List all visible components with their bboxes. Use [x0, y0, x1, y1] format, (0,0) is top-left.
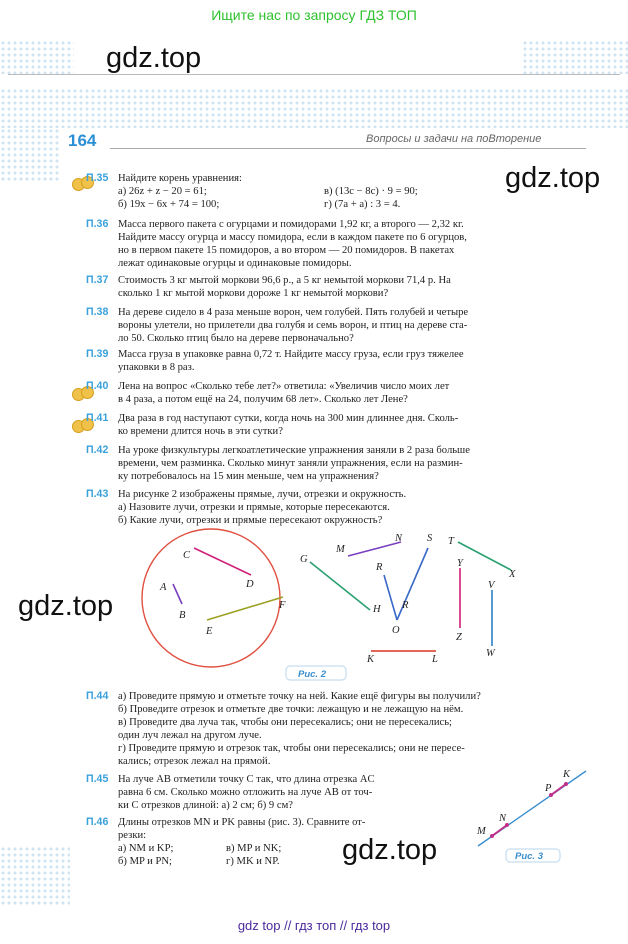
figure-caption: Рис. 3 — [515, 851, 543, 862]
point-label: B — [179, 610, 186, 621]
problem-text: упаковки в 8 раз. — [118, 362, 195, 373]
search-banner[interactable]: Ищите нас по запросу ГДЗ ТОП — [211, 7, 417, 23]
problem-text: а) Проведите прямую и отметьте точку на ней. Какие ещё фигуры вы получили? — [118, 691, 481, 702]
watermark: gdz.top — [106, 42, 202, 74]
problem-text: На луче AB отметили точку C так, что длина отрезка AC — [118, 774, 375, 785]
problem-text: сколько 1 кг мытой моркови дороже 1 кг немытой моркови? — [118, 288, 389, 299]
problem-text: б) Какие лучи, отрезки и прямые пересекают окружность? — [118, 515, 383, 526]
answer-option: б) 19x − 6x + 74 = 100; — [118, 199, 220, 210]
segment-pk — [551, 784, 566, 795]
point-label: T — [448, 536, 454, 547]
segment-mn — [348, 542, 401, 556]
point-label: G — [300, 554, 308, 565]
problem-text: один луч лежал на другом луче. — [118, 730, 262, 741]
point-label: A — [160, 582, 167, 593]
problem-text: Два раза в год наступают сутки, когда ночь на 300 мин длиннее дня. Сколь- — [118, 413, 459, 424]
point-label: C — [183, 550, 191, 561]
watermark: gdz.top — [18, 590, 114, 622]
problem-text: Найдите массу огурца и массу помидора, если в каждом пакете по 6 огурцов, — [118, 232, 467, 243]
answer-option: г) (7a + a) : 3 = 4. — [324, 199, 401, 210]
problem-text: вороны улетели, но прилетели два голубя и семь ворон, и птиц на дереве ста- — [118, 320, 468, 331]
problem-text: На дереве сидело в 4 раза меньше ворон, чем голубей. Пять голубей и четыре — [118, 307, 469, 318]
point-label: E — [206, 626, 213, 637]
ray-gh — [310, 562, 370, 610]
problem-label: П.46 — [86, 816, 109, 828]
point-label: N — [395, 533, 403, 544]
problem-text: На уроке физкультуры легкоатлетические упражнения заняли в 2 раза больше — [118, 445, 470, 456]
answer-option: в) MP и NK; — [226, 843, 282, 854]
answer-option: б) MP и PN; — [118, 856, 172, 867]
answer-option: а) 26z + z − 20 = 61; — [118, 186, 207, 197]
problem-text: в 4 раза, а потом ещё на 24, получим 68 лет». Сколько лет Лене? — [118, 394, 408, 405]
point-label: W — [486, 648, 495, 659]
problem-label: П.42 — [86, 444, 109, 456]
point-label: Z — [456, 632, 462, 643]
watermark: gdz.top — [342, 834, 438, 866]
point-label: F — [279, 600, 286, 611]
point-label: M — [336, 544, 345, 555]
point-label: D — [246, 579, 254, 590]
segment-ef — [207, 597, 283, 620]
point-label: R — [402, 600, 409, 611]
problem-label: П.38 — [86, 306, 109, 318]
point-label: S — [427, 533, 433, 544]
answer-option: в) (13c − 8c) · 9 = 90; — [324, 186, 418, 197]
point-label: V — [488, 580, 495, 591]
segment-ro — [384, 575, 397, 620]
point-label: P — [545, 783, 552, 794]
problem — [86, 773, 446, 812]
figure-caption: Рис. 2 — [298, 669, 326, 680]
problem-text: ки C отрезков длиной: а) 2 см; б) 9 см? — [118, 800, 293, 811]
problem-text: Длины отрезков MN и PK равны (рис. 3). Сравните от- — [118, 817, 366, 828]
segment-cd — [194, 548, 251, 575]
point-label: K — [563, 769, 571, 780]
problem-text: Стоимость 3 кг мытой моркови 96,6 р., а 5 кг немытой моркови 71,4 р. На — [118, 275, 451, 286]
running-header: Вопросы и задачи на поВторение — [366, 133, 542, 145]
problem-text: но в первом пакете 15 помидоров, а во втором — 20 помидоров. В пакетах — [118, 245, 455, 256]
problem-text: кались; отрезок лежал на прямой. — [118, 756, 271, 767]
problem-label: П.39 — [86, 348, 109, 360]
problem-text: резки: — [118, 830, 147, 841]
page-number: 164 — [68, 131, 97, 150]
problem-text: Масса первого пакета с огурцами и помидорами 1,92 кг, а второго — 2,32 кг. — [118, 219, 464, 230]
problem-text: ло 50. Сколько птиц было на дереве первоначально? — [118, 333, 354, 344]
answer-option: а) NM и KP; — [118, 843, 174, 854]
watermark: gdz.top — [505, 162, 601, 194]
problem-text: Лена на вопрос «Сколько тебе лет?» ответила: «Увеличив число моих лет — [118, 381, 450, 392]
problem — [86, 816, 446, 868]
problem-text: лежат одинаковые огурцы и одинаковые помидоры. — [118, 258, 352, 269]
problem-label: П.40 — [86, 380, 109, 392]
segment-tx — [458, 542, 511, 570]
problem-label: П.36 — [86, 218, 109, 230]
point-label: X — [509, 569, 516, 580]
problem-text: в) Проведите два луча так, чтобы они пересекались; они не пересекались; — [118, 717, 453, 728]
problem-text: ко времени длится ночь в эти сутки? — [118, 426, 283, 437]
point-label: R — [376, 562, 383, 573]
problem-label: П.37 — [86, 274, 109, 286]
problem-text: г) Проведите прямую и отрезок так, чтобы они пересекались; они не пересе- — [118, 743, 465, 754]
footer-links[interactable]: gdz top // гдз топ // гдз top — [237, 918, 391, 933]
segment-ab — [173, 584, 182, 604]
point-label: Y — [457, 558, 463, 569]
point — [490, 834, 494, 838]
problem — [86, 690, 596, 768]
problem-text: б) Проведите отрезок и отметьте две точки: лежащую и не лежащую на нём. — [118, 704, 464, 715]
problem-text: ку потребовалось на 15 мин меньше, чем на упражнения? — [118, 471, 379, 482]
problem-label: П.35 — [86, 172, 109, 184]
point-label: K — [367, 654, 375, 665]
point-label: O — [392, 625, 400, 636]
problem-label: П.44 — [86, 690, 109, 702]
circle — [142, 529, 280, 667]
problem-text: времени, чем разминка. Сколько минут заняли упражнения, если на размин- — [118, 458, 463, 469]
problem-text: а) Назовите лучи, отрезки и прямые, которые пересекаются. — [118, 502, 390, 513]
problem-label: П.41 — [86, 412, 109, 424]
problem-label: П.43 — [86, 488, 109, 500]
point-label: M — [477, 826, 486, 837]
point — [564, 782, 568, 786]
point-label: N — [499, 813, 507, 824]
problem-text: Найдите корень уравнения: — [118, 173, 242, 184]
answer-option: г) MK и NP. — [226, 856, 280, 867]
problem-label: П.45 — [86, 773, 109, 785]
point-label: L — [432, 654, 438, 665]
segment-mn — [492, 825, 507, 836]
point-label: H — [373, 604, 381, 615]
problem-text: На рисунке 2 изображены прямые, лучи, отрезки и окружность. — [118, 489, 407, 500]
problem-text: равна 6 см. Сколько можно отложить на луче AB от точ- — [118, 787, 373, 798]
problem-text: Масса груза в упаковке равна 0,72 т. Найдите массу груза, если груз тяжелее — [118, 349, 464, 360]
